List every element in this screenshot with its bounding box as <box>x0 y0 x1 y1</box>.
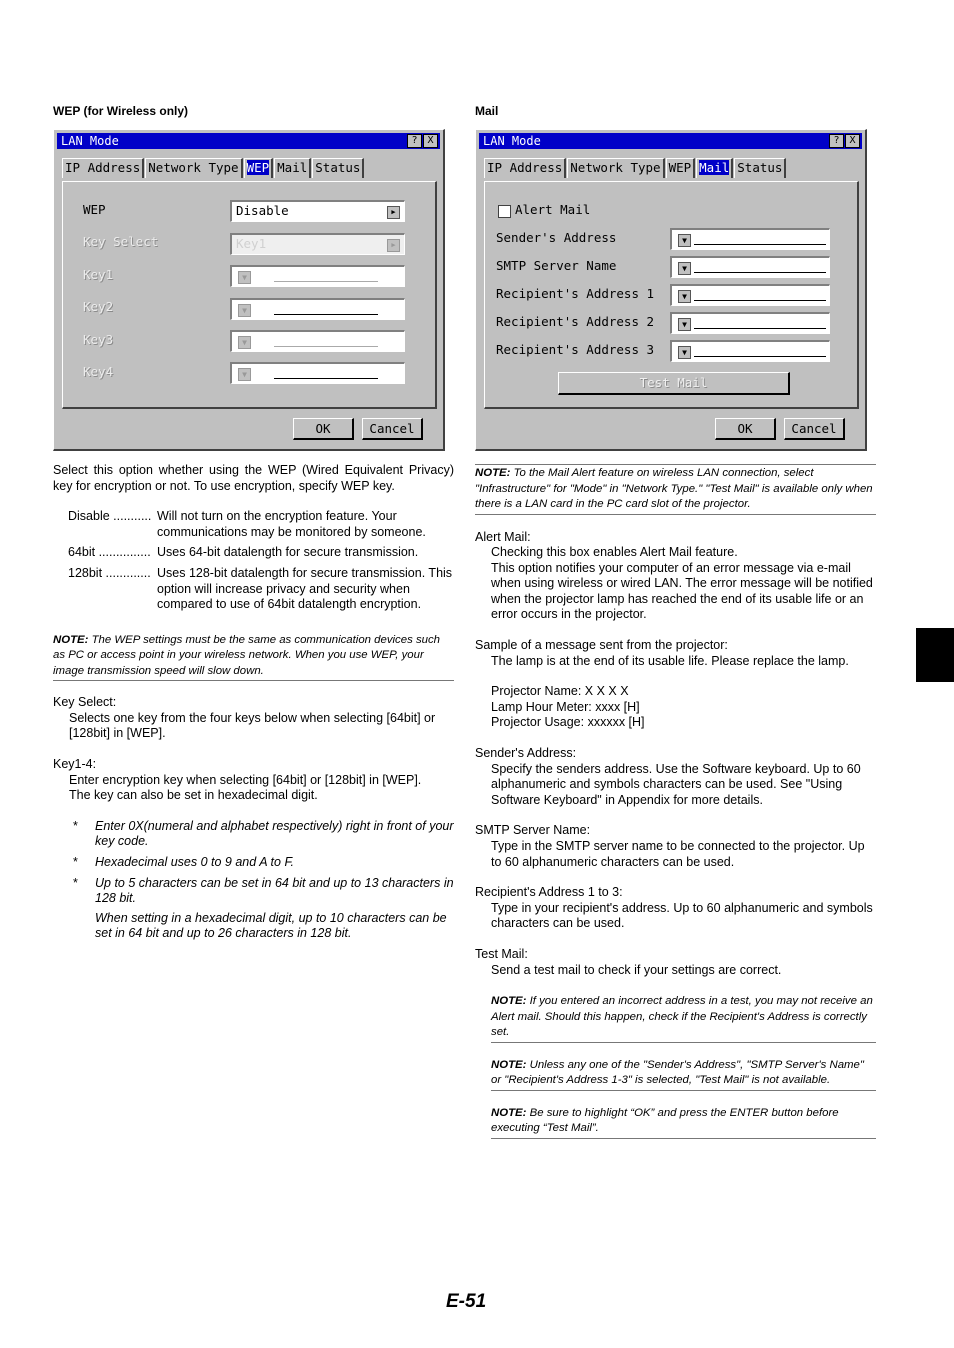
tab-mail[interactable]: Mail <box>696 158 733 178</box>
wep-options <box>53 509 454 613</box>
mail-note-1: NOTE: To the Mail Alert feature on wireless LAN connection, select "Infrastructure" for "Mode" in "Network Type." "Test Mail" is available only when there is a LAN card in the PC card slot of the projector. <box>475 464 876 515</box>
tab-bar <box>484 158 787 178</box>
key-select-label: Key Select <box>83 234 159 249</box>
tab-ip-address[interactable]: IP Address <box>62 158 144 178</box>
triangle-down-icon: ▼ <box>238 336 251 349</box>
key1-input[interactable] <box>230 265 405 287</box>
left-text <box>53 463 454 947</box>
triangle-down-icon: ▼ <box>678 234 691 247</box>
triangle-down-icon: ▼ <box>678 318 691 331</box>
cancel-button[interactable]: Cancel <box>784 418 845 440</box>
key3-input[interactable] <box>230 330 405 352</box>
smtp-title: SMTP Server Name: <box>475 823 591 838</box>
dialog-title-bar <box>57 133 440 149</box>
recipient-address-2-input[interactable] <box>670 312 830 334</box>
bullet-continuation: When setting in a hexadecimal digit, up to 10 characters can be set in 64 bit and up to 26 characters in 128 bit. <box>95 910 447 941</box>
recipient-title: Recipient's Address 1 to 3: <box>475 885 623 900</box>
mail-note-3: NOTE: Unless any one of the "Sender's Address", "SMTP Server's Name" or "Recipient's Address 1-3" is selected, "Test Mail" is not available. <box>491 1058 876 1091</box>
cancel-button[interactable]: Cancel <box>362 418 423 440</box>
tab-network-type[interactable]: Network Type <box>145 158 242 178</box>
mail-note-2: NOTE: If you entered an incorrect address in a test, you may not receive an Alert mail. Should this happen, check if the Recipient's Address is correctly set. <box>491 994 876 1043</box>
option-64bit: 64bit ............... Uses 64-bit datalength for secure transmission. <box>68 545 419 560</box>
triangle-down-icon: ▼ <box>238 368 251 381</box>
section-tab-marker <box>916 628 954 682</box>
ok-button[interactable]: OK <box>715 418 776 440</box>
alert-mail-label: Alert Mail <box>515 202 591 217</box>
help-icon[interactable]: ? <box>407 134 422 148</box>
alert-mail-body2: This option notifies your computer of an error message via e-mail when using wireless or wired LAN. The error message will be notified when the projector lamp has reached the end of its usable life or an error occurs in the projector. <box>491 560 873 622</box>
tab-ip-address[interactable]: IP Address <box>484 158 566 178</box>
option-disable: Disable ........... Will not turn on the encryption feature. Your communications may be monitored by someone. <box>68 509 426 539</box>
mail-panel <box>484 181 859 409</box>
triangle-right-icon: ▶ <box>387 206 400 219</box>
wep-note: NOTE: The WEP settings must be the same as communication devices such as PC or access point in your wireless network. When you use WEP, your image transmission speed will slow down. <box>53 633 454 682</box>
ok-button[interactable]: OK <box>293 418 354 440</box>
key3-label: Key3 <box>83 332 114 347</box>
recipient-address-1-input[interactable] <box>670 284 830 306</box>
recipient-address-1-label: Recipient's Address 1 <box>496 286 655 301</box>
tab-network-type[interactable]: Network Type <box>567 158 664 178</box>
key14-title: Key1-4: <box>53 757 97 772</box>
mail-heading: Mail <box>475 104 499 118</box>
recipient-body: Type in your recipient's address. Up to 60 alphanumeric and symbols characters can be used. <box>491 900 873 931</box>
key4-label: Key4 <box>83 364 114 379</box>
smtp-server-name-input[interactable] <box>670 256 830 278</box>
close-icon[interactable]: X <box>845 134 860 148</box>
bullet-item: * Up to 5 characters can be set in 64 bit and up to 13 characters in 128 bit. <box>73 875 454 906</box>
mail-note-4: NOTE: Be sure to highlight “OK” and press the ENTER button before executing “Test Mail”. <box>491 1106 876 1139</box>
wep-dialog <box>53 129 445 451</box>
tab-wep[interactable]: WEP <box>244 158 274 178</box>
key2-label: Key2 <box>83 299 114 314</box>
senders-address-label: Sender's Address <box>496 230 617 245</box>
wep-select[interactable]: Disable ▶ <box>230 200 405 222</box>
tab-mail[interactable]: Mail <box>274 158 311 178</box>
tab-wep[interactable]: WEP <box>666 158 696 178</box>
triangle-down-icon: ▼ <box>238 304 251 317</box>
key-select-body: Selects one key from the four keys below when selecting [64bit] or [128bit] in [WEP]. <box>69 710 436 741</box>
key-select-title: Key Select: <box>53 695 117 710</box>
page-number: E-51 <box>446 1291 487 1312</box>
smtp-body: Type in the SMTP server name to be connected to the projector. Up to 60 alphanumeric characters can be used. <box>491 839 865 869</box>
key1-label: Key1 <box>83 267 114 282</box>
wep-panel <box>62 181 437 409</box>
wep-intro: Select this option whether using the WEP (Wired Equivalent Privacy) key for encryption or not. To use encryption, specify WEP key. <box>53 463 454 493</box>
recipient-address-3-input[interactable] <box>670 340 830 362</box>
key14-body2: The key can also be set in hexadecimal digit. <box>69 788 318 803</box>
recipient-address-2-label: Recipient's Address 2 <box>496 314 655 329</box>
tab-status[interactable]: Status <box>312 158 364 178</box>
wep-label: WEP <box>83 202 106 217</box>
triangle-down-icon: ▼ <box>678 346 691 359</box>
smtp-server-name-label: SMTP Server Name <box>496 258 617 273</box>
sender-body: Specify the senders address. Use the Software keyboard. Up to 60 alphanumeric and symbols characters can be used. See "Using Software Keyboard" in Appendix for more details. <box>491 761 861 807</box>
key4-input[interactable] <box>230 362 405 384</box>
sample-hours: Lamp Hour Meter: xxxx [H] <box>491 699 640 714</box>
key14-body1: Enter encryption key when selecting [64bit] or [128bit] in [WEP]. <box>69 772 422 787</box>
close-icon[interactable]: X <box>423 134 438 148</box>
testmail-title: Test Mail: <box>475 946 528 961</box>
alert-mail-title: Alert Mail: <box>475 529 531 544</box>
wep-heading: WEP (for Wireless only) <box>53 104 189 118</box>
sample-title: Sample of a message sent from the projector: <box>475 638 728 653</box>
senders-address-input[interactable] <box>670 228 830 250</box>
alert-mail-checkbox[interactable] <box>498 205 511 218</box>
dialog-title-bar <box>479 133 862 149</box>
mail-dialog <box>475 129 867 451</box>
tab-bar <box>62 158 365 178</box>
sample-usage: Projector Usage: xxxxxx [H] <box>491 715 645 730</box>
sender-title: Sender's Address: <box>475 746 577 761</box>
key-bullets <box>53 819 454 942</box>
option-128bit: 128bit ............. Uses 128-bit datalength for secure transmission. This option will increase privacy and security when compared to use of 64bit datalength encryption. <box>68 565 453 612</box>
dialog-title: LAN Mode <box>483 134 541 148</box>
recipient-address-3-label: Recipient's Address 3 <box>496 342 655 357</box>
test-mail-button[interactable]: Test Mail <box>558 372 790 395</box>
right-text <box>475 464 876 1139</box>
sample-name: Projector Name: X X X X <box>491 684 629 699</box>
triangle-down-icon: ▼ <box>678 290 691 303</box>
triangle-right-icon: ▶ <box>387 239 400 252</box>
triangle-down-icon: ▼ <box>238 271 251 284</box>
triangle-down-icon: ▼ <box>678 262 691 275</box>
bullet-item: * Enter 0X(numeral and alphabet respectively) right in front of your key code. <box>73 818 454 849</box>
dialog-title: LAN Mode <box>61 134 119 148</box>
key-select-select[interactable]: Key1 ▶ <box>230 233 405 255</box>
testmail-body: Send a test mail to check if your settings are correct. <box>491 962 782 977</box>
bullet-item: * Hexadecimal uses 0 to 9 and A to F. <box>73 855 294 869</box>
alert-mail-body1: Checking this box enables Alert Mail feature. <box>491 545 738 560</box>
help-icon[interactable]: ? <box>829 134 844 148</box>
key2-input[interactable] <box>230 298 405 320</box>
sample-line1: The lamp is at the end of its usable life. Please replace the lamp. <box>491 653 849 668</box>
tab-status[interactable]: Status <box>734 158 786 178</box>
